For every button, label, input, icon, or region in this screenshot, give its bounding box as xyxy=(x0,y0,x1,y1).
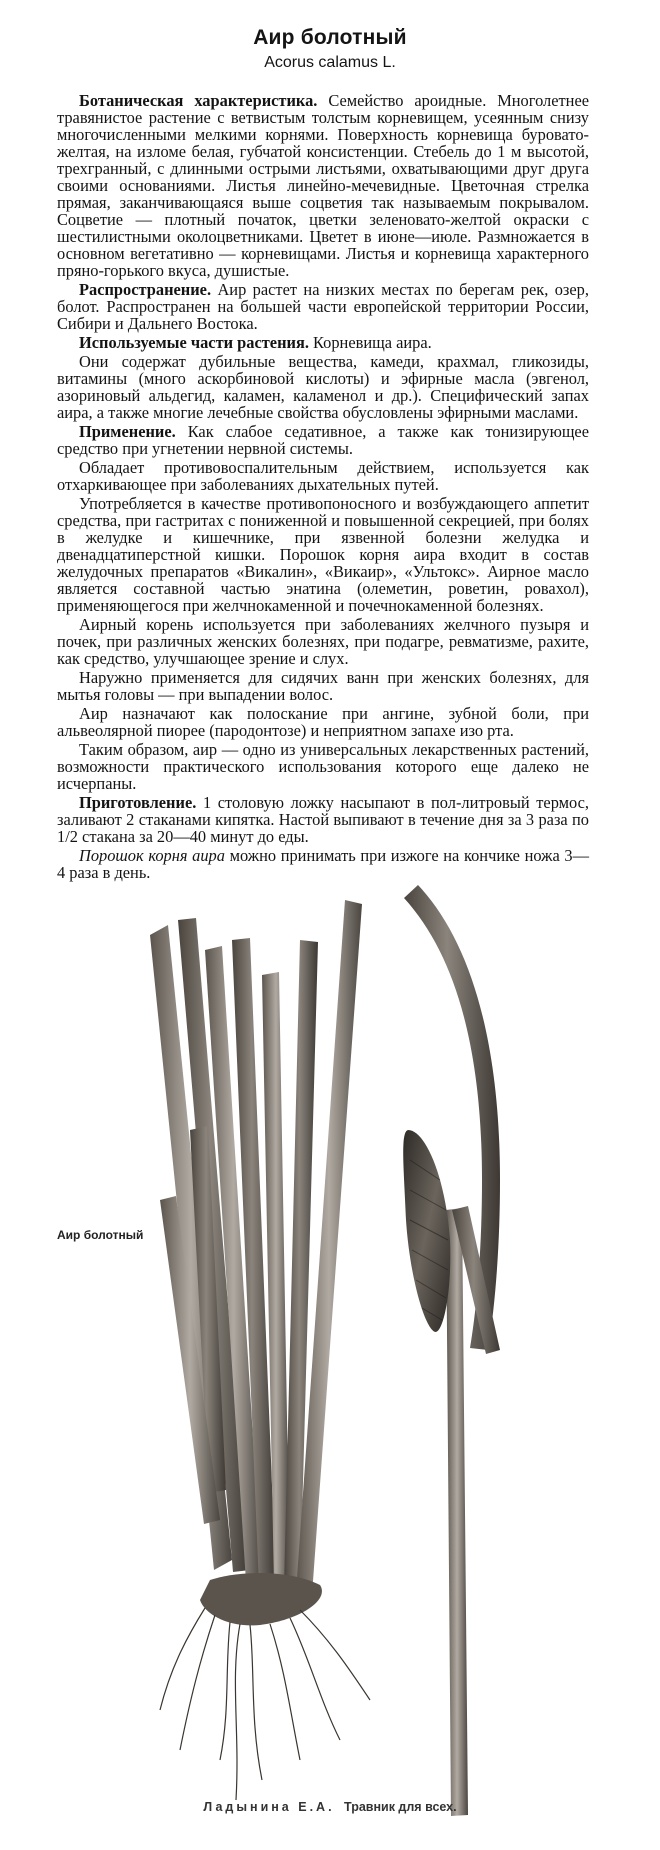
powder-italic: Порошок корня аира xyxy=(79,846,225,865)
application-paragraph xyxy=(57,423,589,457)
rhizome xyxy=(200,1573,322,1625)
application-heading: Применение. xyxy=(79,422,176,441)
preparation-paragraph xyxy=(57,794,589,845)
application-paragraph-4: Наружно применяется для сидячих ванн при женских болезнях, для мытья головы — при выпадении волос. xyxy=(57,668,589,704)
distribution-heading: Распространение. xyxy=(79,280,212,299)
page-title: Аир болотный xyxy=(253,26,407,49)
preparation-text: 1 столовую ложку насыпают в пол-литровый термос, заливают 2 стаканами кипятка. Настой выпивают в течение дня за 3 раза по 1/2 стакана за 20—40 минут до еды. xyxy=(57,793,589,846)
application-paragraph-1: Обладает противовоспалительным действием, используется как отхаркивающее при заболеваниях дыхательных путей. xyxy=(57,458,589,494)
powder-paragraph xyxy=(57,847,589,881)
image-credit xyxy=(0,1800,660,1814)
credit-author: Ладынина Е.А. xyxy=(203,1800,335,1814)
application-paragraph-2: Употребляется в качестве противопоносного и возбуждающего аппетит средства, при гастритах с пониженной и повышенной секрецией, при болях в желудке и кишечнике, при язвенной болезни желудка и двенадцатиперстной кишки. Порошок корня аира входит в состав желудочных препаратов «Викалин», «Викаир», «Ультокс». Аирное масло является составной частью энатина (олеметин, роветин, ровахол), применяющегося при желчнокаменной и почечнокаменной болезнях. xyxy=(57,494,589,615)
botanical-heading: Ботаническая характеристика. xyxy=(79,91,318,110)
preparation-heading: Приготовление. xyxy=(79,793,197,812)
distribution-text: Аир растет на низких местах по берегам рек, озер, болот. Распространен на большей части европейской территории России, Сибири и Дальнего Востока. xyxy=(57,280,589,333)
roots xyxy=(160,1608,370,1800)
credit-book: Травник для всех. xyxy=(344,1800,457,1814)
application-paragraph-3: Аирный корень используется при заболеваниях желчного пузыря и почек, при различных женских болезнях, при подагре, ревматизме, рахите, как средство, улучшающее зрение и слух. xyxy=(57,615,589,668)
parts-used-heading: Используемые части растения. xyxy=(79,333,309,352)
plant-illustration xyxy=(0,880,660,1845)
calamus-drawing xyxy=(0,880,660,1845)
latin-name: Acorus calamus L. xyxy=(264,54,396,71)
parts-used-paragraph xyxy=(57,334,589,351)
parts-used-details: Они содержат дубильные вещества, камеди, крахмал, гликозиды, витамины (много аскорбиновой кислоты) и эфирные масла (эвгенол, азориновый альдегид, каламен, каламенол и др.). Специфический запах аира, а также многие лечебные свойства обусловлены эфирными маслами. xyxy=(57,352,589,422)
flower-stalk xyxy=(446,1208,468,1816)
botanical-text: Семейство ароидные. Многолетнее травянистое растение с ветвистым толстым корневищем, усеянным снизу многочисленными мелкими корнями. Поверхность корневища буровато-желтая, на изломе белая, губчатой консистенции. Стебель до 1 м высотой, трехгранный, с длинными острыми листьями, охватывающими друг друга своими основаниями. Листья линейно-мечевидные. Цветочная стрелка прямая, заканчивающаяся выше соцветия так называемым покрывалом. Соцветие — плотный початок, цветки зеленовато-желтой окраски с шестилистными околоцветниками. Цветет в июне—июле. Размножается в основном вегетативно — корневищами. Листья и корневища характерного пряно-горького вкуса, душистые. xyxy=(57,91,589,280)
powder-text: можно принимать при изжоге на кончике ножа 3—4 раза в день. xyxy=(57,846,589,882)
article-body xyxy=(57,92,589,881)
application-paragraph-5: Аир назначают как полоскание при ангине, зубной боли, при альвеолярной пиорее (пародонтозе) и неприятном запахе изо рта. xyxy=(57,704,589,740)
application-paragraph-6: Таким образом, аир — одно из универсальных лекарственных растений, возможности практического использования которого еще далеко не исчерпаны. xyxy=(57,740,589,793)
application-text: Как слабое седативное, а также как тонизирующее средство при угнетении нервной системы. xyxy=(57,422,589,458)
figure-caption: Аир болотный xyxy=(57,1228,144,1242)
parts-used-text: Корневища аира. xyxy=(313,333,432,352)
distribution-paragraph xyxy=(57,281,589,332)
botanical-paragraph xyxy=(57,92,589,279)
